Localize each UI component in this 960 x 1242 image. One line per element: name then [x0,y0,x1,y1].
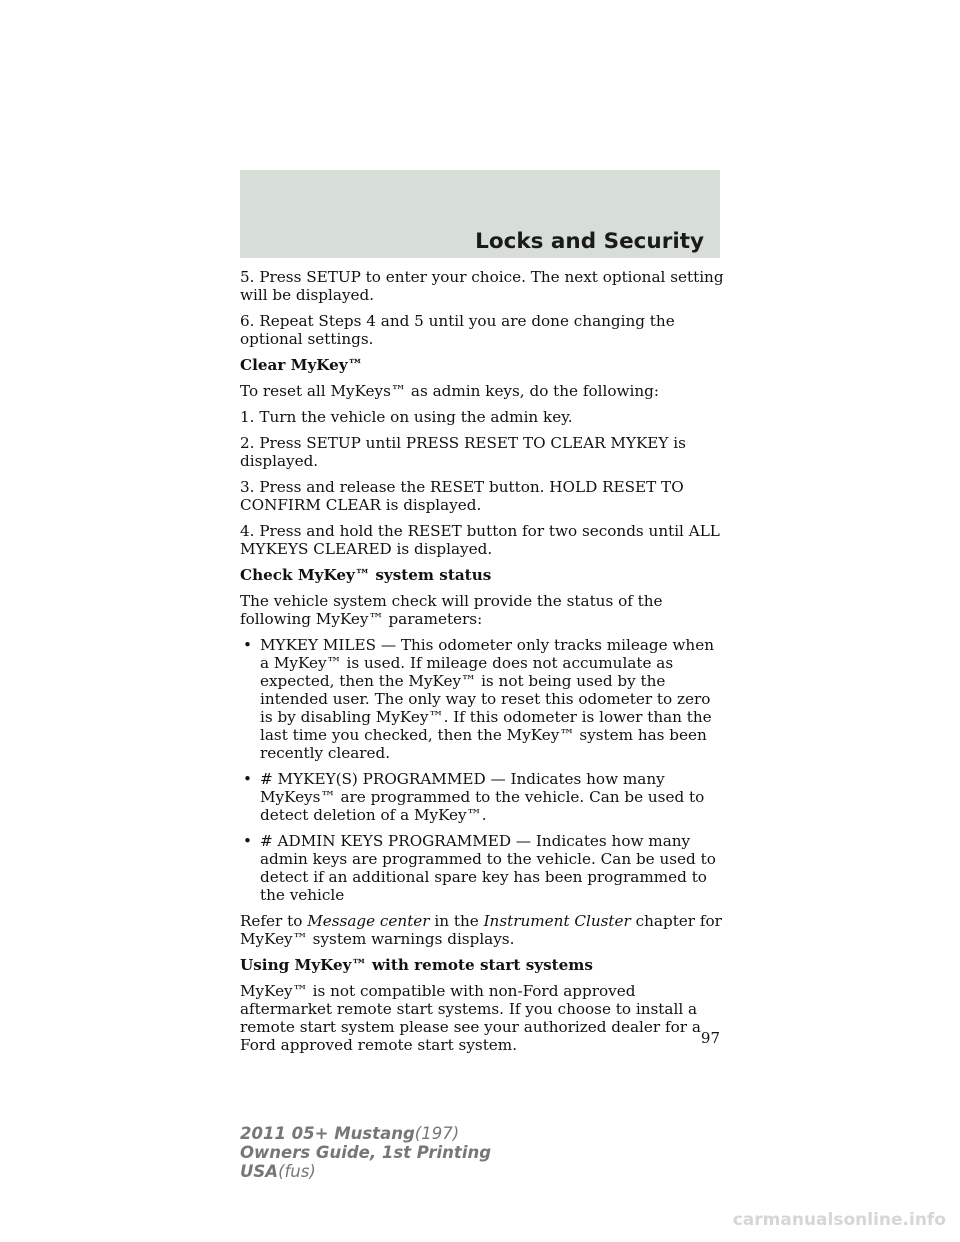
message-center-reference: Message center [307,912,430,930]
bullet-text: MYKEY MILES — This odometer only tracks mileage when a MyKey™ is used. If mileage does not accumulate as expected, then the MyKey™ is not being used by the intended user. The only way to reset this odometer to zero is by disabling MyKey™. If this odometer is lower than the last time you checked, then the MyKey™ system has been recently cleared. [260,636,714,762]
bullet-text: # ADMIN KEYS PROGRAMMED — Indicates how many admin keys are programmed to the vehicle. Can be used to detect if an additional spare key has been programmed to the vehicle [260,832,716,904]
footer-line-2: Owners Guide, 1st Printing [240,1143,492,1162]
footer-line-3 [240,1162,491,1181]
instrument-cluster-reference: Instrument Cluster [483,912,631,930]
bullet-dot-icon: • [243,832,252,850]
bullet-item [240,770,725,824]
section-title: Locks and Security [475,229,704,254]
heading-check-status: Check MyKey™ system status [240,566,492,584]
page-content [240,268,725,1062]
footer-model: 2011 05+ Mustang [240,1124,415,1143]
status-intro-paragraph: The vehicle system check will provide the status of the following MyKey™ parameters: [240,592,663,628]
heading-clear-mykey: Clear MyKey™ [240,356,363,374]
bullet-dot-icon: • [243,636,252,654]
footer-region-code: (fus) [278,1162,316,1181]
step-5-paragraph: 5. Press SETUP to enter your choice. The next optional setting will be displayed. [240,268,724,304]
section-header-bar [240,170,720,258]
heading-remote-start: Using MyKey™ with remote start systems [240,956,593,974]
site-watermark: carmanualsonline.info [732,1210,946,1230]
bullet-item [240,832,725,904]
print-footer [240,1124,491,1181]
refer-paragraph [240,912,725,948]
refer-suffix: chapter for MyKey™ system warnings displays. [240,912,722,948]
reset-step-1: 1. Turn the vehicle on using the admin key. [240,408,573,426]
footer-line-1 [240,1124,491,1143]
reset-step-2: 2. Press SETUP until PRESS RESET TO CLEAR MYKEY is displayed. [240,434,686,470]
footer-region: USA [240,1162,279,1181]
refer-middle: in the [429,912,484,930]
reset-step-4: 4. Press and hold the RESET button for two seconds until ALL MYKEYS CLEARED is displayed. [240,522,720,558]
bullet-item [240,636,725,762]
bullet-dot-icon: • [243,770,252,788]
bullet-text: # MYKEY(S) PROGRAMMED — Indicates how many MyKeys™ are programmed to the vehicle. Can be used to detect deletion of a MyKey™. [260,770,705,824]
footer-model-code: (197) [414,1124,460,1143]
reset-intro-paragraph: To reset all MyKeys™ as admin keys, do the following: [240,382,659,400]
refer-prefix: Refer to [240,912,308,930]
reset-step-3: 3. Press and release the RESET button. HOLD RESET TO CONFIRM CLEAR is displayed. [240,478,684,514]
page-number: 97 [700,1029,720,1047]
step-6-paragraph: 6. Repeat Steps 4 and 5 until you are done changing the optional settings. [240,312,675,348]
remote-start-paragraph: MyKey™ is not compatible with non-Ford approved aftermarket remote start systems. If you choose to install a remote start system please see your authorized dealer for a Ford approved remote start system. [240,982,701,1054]
